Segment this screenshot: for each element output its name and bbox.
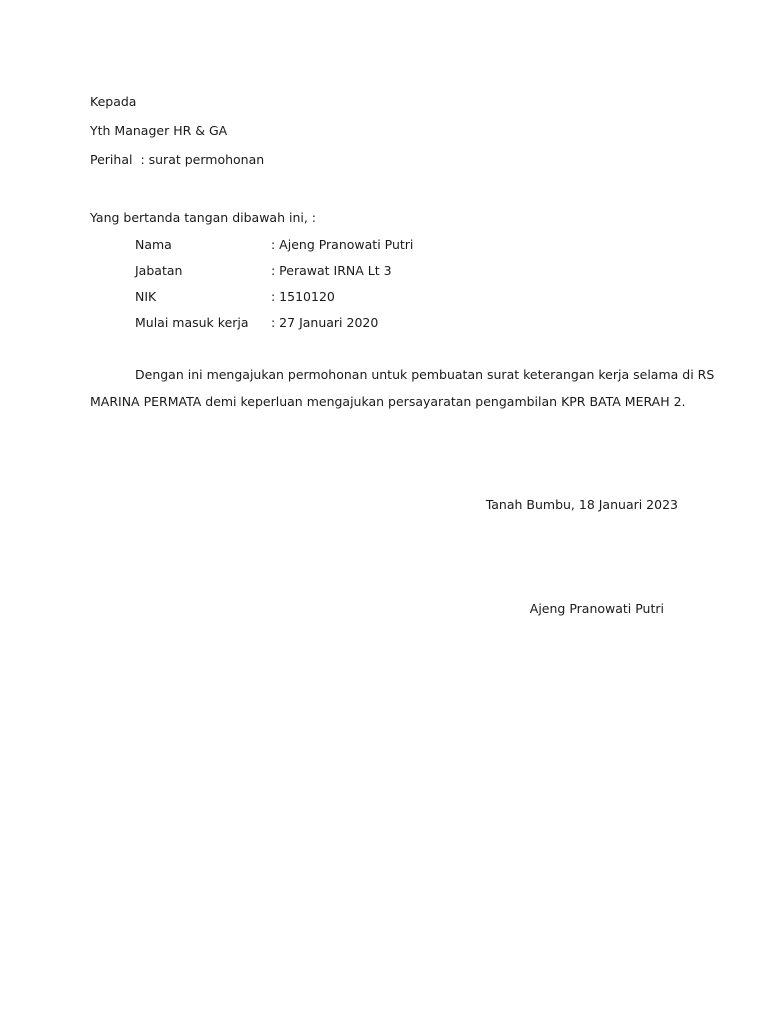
opening-line: Yang bertanda tangan dibawah ini, : (90, 210, 317, 225)
signatory-name: Ajeng Pranowati Putri (529, 601, 664, 616)
recipient-intro: Kepada (90, 94, 137, 109)
field-value-nik: : 1510120 (271, 289, 335, 304)
field-label-nik: NIK (135, 289, 157, 304)
subject-label: Perihal (90, 152, 133, 167)
field-label-jabatan: Jabatan (135, 263, 183, 278)
body-paragraph-line-2: MARINA PERMATA demi keperluan mengajukan persayaratan pengambilan KPR BATA MERAH 2. (90, 394, 686, 409)
field-value-jabatan: : Perawat IRNA Lt 3 (271, 263, 392, 278)
body-paragraph-line-1: Dengan ini mengajukan permohonan untuk pembuatan surat keterangan kerja selama di RS (135, 367, 715, 382)
subject-value: : surat permohonan (140, 152, 265, 167)
place-and-date: Tanah Bumbu, 18 Januari 2023 (485, 497, 678, 512)
field-label-mulai-kerja: Mulai masuk kerja (135, 315, 249, 330)
field-value-nama: : Ajeng Pranowati Putri (271, 237, 414, 252)
subject-line (90, 152, 264, 168)
recipient-name: Yth Manager HR & GA (90, 123, 228, 138)
field-label-nama: Nama (135, 237, 172, 252)
field-value-mulai-kerja: : 27 Januari 2020 (271, 315, 379, 330)
